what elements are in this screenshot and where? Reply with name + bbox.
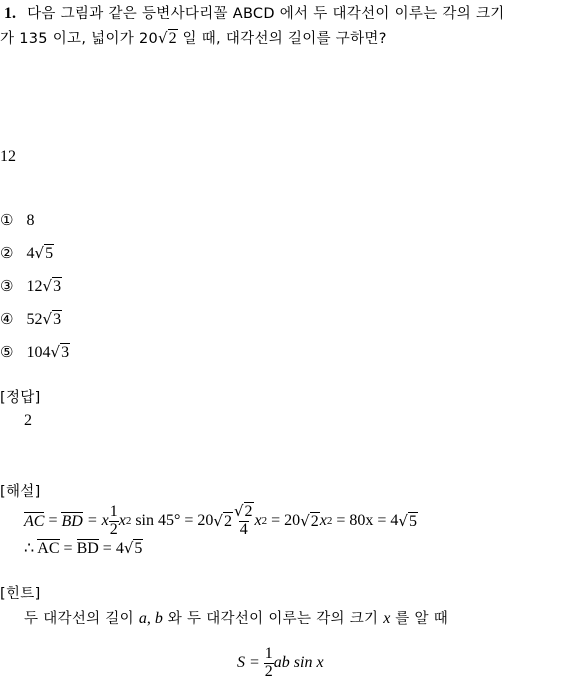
question-text-2b: 일 때, 대각선의 길이를 구하면?: [177, 31, 387, 47]
choice-5[interactable]: [0, 342, 70, 362]
fraction-half: $\frac{1}{2}$: [264, 645, 273, 680]
sqrt-symbol: √3: [42, 310, 62, 328]
choice-marker: ③: [0, 277, 14, 295]
sqrt-symbol: √2: [158, 29, 177, 47]
choice-4[interactable]: [0, 309, 62, 329]
explanation-line-1: AC = BD = x $\frac{1}{2}$ x 2 sin 45° = 20 √2 $\frac{√2}{4}$ x 2 = 20 √2 x 2 = 80x = 4 √5: [24, 502, 417, 538]
choice-1[interactable]: [0, 210, 35, 230]
answer-value: 2: [24, 412, 32, 429]
question-line-2: [0, 27, 387, 48]
choice-value: 12: [26, 278, 43, 295]
choice-marker: ②: [0, 244, 14, 262]
segment-bd: BD: [61, 512, 83, 530]
sqrt-symbol: √5: [34, 244, 54, 262]
fraction-root2-over-4: $\frac{√2}{4}$: [233, 502, 253, 538]
question-number: 1.: [4, 5, 16, 22]
choice-marker: ①: [0, 211, 14, 229]
segment-ac: AC: [24, 512, 45, 530]
question-line-1: [4, 2, 505, 23]
choice-value: 52: [26, 311, 43, 328]
choice-value: 104: [26, 344, 51, 361]
explanation-line-2: ∴ AC = BD = 4√5: [24, 539, 143, 557]
segment-bd: BD: [76, 540, 99, 557]
fraction-half: $\frac{1}{2}$: [109, 503, 118, 538]
answer-label: [정답]: [0, 390, 41, 406]
choice-marker: ④: [0, 310, 14, 328]
choice-value: 8: [26, 212, 35, 229]
sqrt-symbol: √5: [123, 539, 143, 557]
sqrt-symbol: √3: [50, 343, 70, 361]
question-text-1: 다음 그림과 같은 등변사다리꼴 ABCD 에서 두 대각선이 이루는 각의 크기: [27, 6, 505, 22]
sqrt-symbol: √2: [300, 511, 319, 530]
sqrt-symbol: √3: [42, 277, 62, 295]
segment-ac: AC: [37, 540, 60, 557]
question-text-2a: 가 135 이고, 넓이가 20: [0, 31, 159, 47]
sqrt-symbol: √5: [398, 511, 417, 530]
choice-value: 4: [26, 245, 35, 262]
sqrt-symbol: √2: [213, 511, 232, 530]
choice-3[interactable]: [0, 276, 62, 296]
choice-2[interactable]: [0, 243, 54, 263]
stray-value: 12: [0, 148, 16, 165]
hint-text: 두 대각선의 길이 a, b 와 두 대각선이 이루는 각의 크기 x 를 알 때: [24, 610, 449, 627]
area-formula: S = $\frac{1}{2}$ ab sin x: [237, 645, 324, 680]
explanation-label: [해설]: [0, 484, 41, 500]
choice-marker: ⑤: [0, 343, 14, 361]
hint-label: [힌트]: [0, 586, 41, 602]
